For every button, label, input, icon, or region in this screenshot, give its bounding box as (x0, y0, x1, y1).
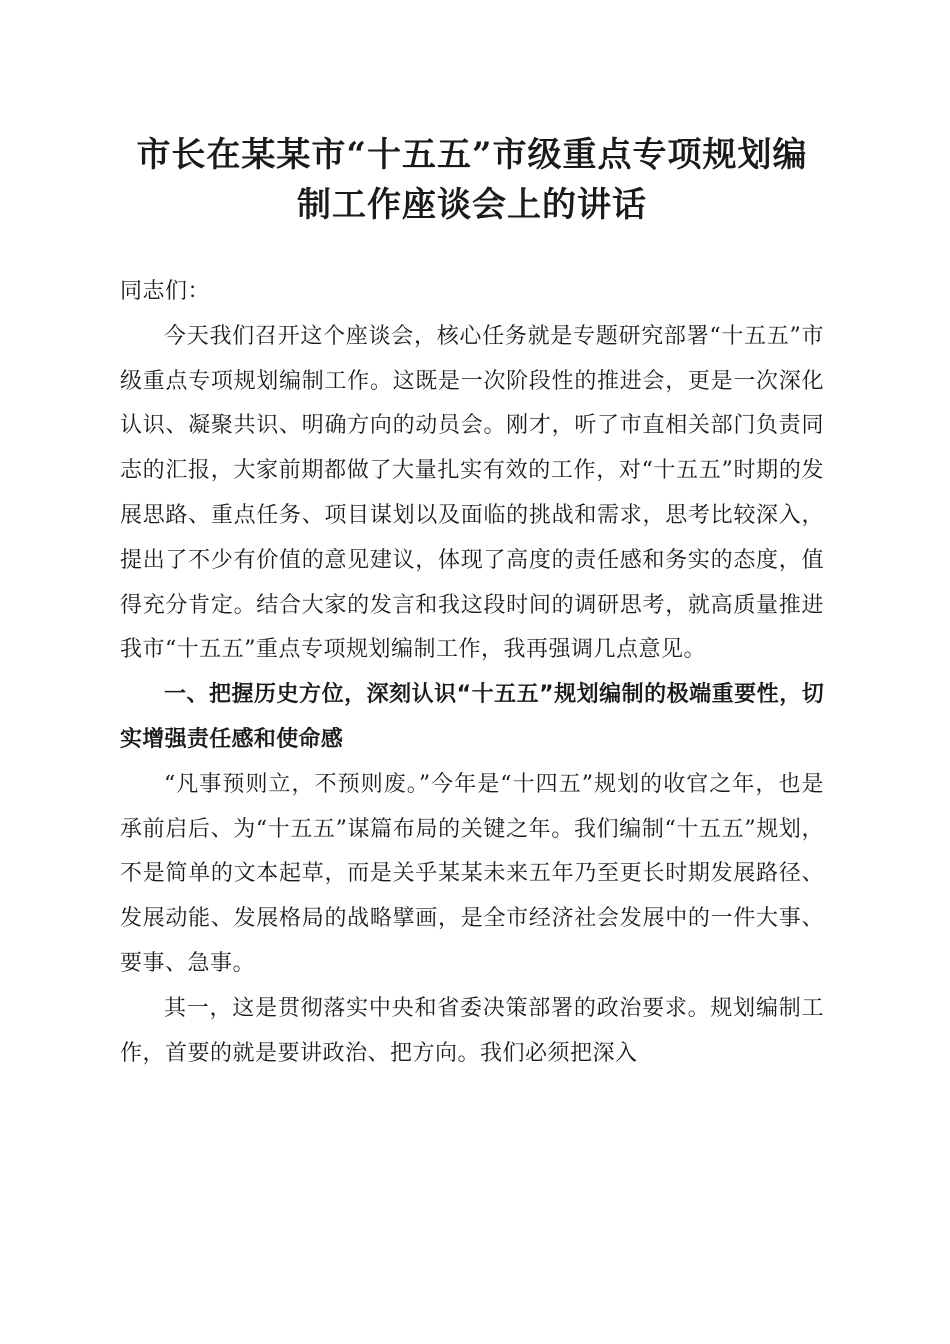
salutation: 同志们： (120, 279, 211, 304)
section-1-heading: 一、把握历史方位，深刻认识“十五五”规划编制的极端重要性，切实增强责任感和使命感 (120, 682, 824, 752)
section-1-paragraph-1: “凡事预则立，不预则废。”今年是“十四五”规划的收官之年，也是承前启后、为“十五五”谋篇布局的关键之年。我们编制“十五五”规划，不是简单的文本起草，而是关乎某某未来五年乃至更长时期发展路径、发展动能、发展格局的战略擘画，是全市经济社会发展中的一件大事、要事、急事。 (120, 771, 824, 976)
title-line-1: 市长在某某市“十五五”市级重点专项规划编 (136, 135, 808, 175)
section-1-paragraph-2: 其一，这是贯彻落实中央和省委决策部署的政治要求。规划编制工作，首要的就是要讲政治、把方向。我们必须把深入 (120, 995, 824, 1066)
title-line-2: 制工作座谈会上的讲话 (297, 185, 647, 225)
document-page (120, 130, 824, 1076)
document-title (120, 130, 824, 230)
intro-paragraph: 今天我们召开这个座谈会，核心任务就是专题研究部署“十五五”市级重点专项规划编制工作。这既是一次阶段性的推进会，更是一次深化认识、凝聚共识、明确方向的动员会。刚才，听了市直相关部门负责同志的汇报，大家前期都做了大量扎实有效的工作，对“十五五”时期的发展思路、重点任务、项目谋划以及面临的挑战和需求，思考比较深入，提出了不少有价值的意见建议，体现了高度的责任感和务实的态度，值得充分肯定。结合大家的发言和我这段时间的调研思考，就高质量推进我市“十五五”重点专项规划编制工作，我再强调几点意见。 (120, 323, 824, 663)
